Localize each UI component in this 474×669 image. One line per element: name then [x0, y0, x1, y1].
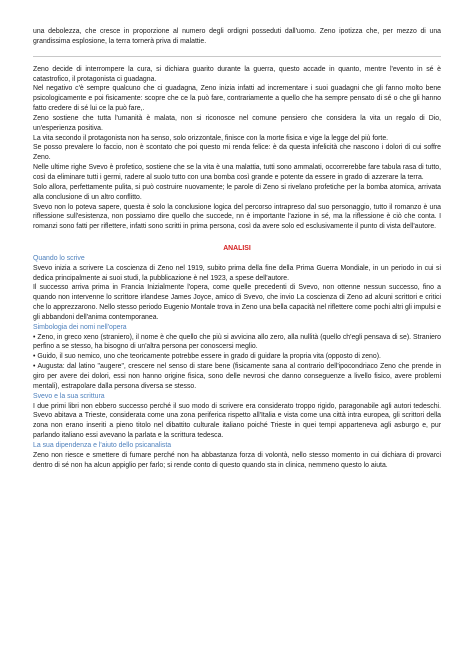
- analysis-title: ANALISI: [223, 245, 251, 253]
- section-paragraph: Zeno non riesce e smettere di fumare perché non ha abbastanza forza di volontà, nello stesso momento in cui dichiara di provarci dentro di sé non ha alcun appiglio per farlo; si rende conto di questo quando sta in clinica, nemmeno questo lo aiuta.: [33, 451, 441, 469]
- bullet-item: • Guido, il suo nemico, uno che teoricamente potrebbe essere in grado di guidare la propria vita (opposto di zeno).: [33, 353, 381, 361]
- body-paragraph: Svevo non lo poteva sapere, questa è solo la conclusione logica del percorso intrapreso dal suo personaggio, tutto il romanzo è una riflessione sull'esistenza, non possiamo dire quello che succede, nn è importante l'azione in sé, ma la riflessione è ciò che conta. I romanzi sono fatti per riflettere, infatti sono scritti in prima persona, così da avere solo ed esclusivamente il punto di vista dell'autore.: [33, 203, 441, 231]
- intro-paragraph: una debolezza, che cresce in proporzione al numero degli ordigni posseduti dall'uomo. Zeno ipotizza che, per mezzo di una grandissima esplosione, la terra tornerà priva di malattie.: [33, 28, 441, 45]
- body-paragraph: Se posso prevalere lo faccio, non è scontato che poi questo mi renda felice: è da questa infelicità che nascono i dolori di cui soffre Zeno.: [33, 144, 441, 162]
- section-heading: Svevo e la sua scrittura: [33, 392, 105, 400]
- section-heading: La sua dipendenza e l'aiuto dello psicanalista: [33, 441, 172, 449]
- section-paragraph: Il successo arriva prima in Francia Inizialmente l'opera, come quelle precedenti di Svevo, non ottenne nessun successo, fino a quando non intervenne lo scrittore irlandese James Joyce, amico di Svevo, che invio La coscienza di Zeno ad alcuni scrittori e critici che lo apprezzarono. Nello stesso periodo Eugenio Montale trova in Zeno una bella capacità nel riflettere come pochi altri gli impulsi e gli abbandoni dell'anima contemporanea.: [33, 284, 441, 321]
- section-svevo-writing: [33, 392, 441, 441]
- body-text: [33, 65, 441, 232]
- document-page: [33, 27, 441, 470]
- body-paragraph: Nel negativo c'è sempre qualcuno che ci guadagna, Zeno inizia infatti ad incrementare i suoi guadagni che gli fanno molto bene psicologicamente e poi fisicamente: scopre che ce la può fare, contrariamente a quello che ha sempre pensato di sé o che gli hanno fatto credere di sé lui ce la può fare,.: [33, 85, 441, 113]
- body-paragraph: Nelle ultime righe Svevo è profetico, sostiene che se la vita è una malattia, tutti sono ammalati, occorrerebbe fare tabula rasa di tutto, così da eliminare tutti i germi, radere al suolo tutto con una bomba così grande e potente da essere in grado di azzerare la terra.: [33, 164, 441, 181]
- section-dependence: [33, 441, 441, 471]
- section-name-symbolism: [33, 323, 441, 392]
- body-paragraph: Zeno sostiene che tutta l'umanità è malata, non si riconosce nel comune pensiero che considera la vita un regalo di Dio, un'esperienza positiva.: [33, 114, 441, 132]
- body-paragraph: Zeno decide di interrompere la cura, si dichiara guarito durante la guerra, questo accade in quanto, mentre l'evento in sé è catastrofico, il protagonista ci guadagna.: [33, 65, 441, 83]
- section-when-written: [33, 254, 441, 323]
- section-divider: [33, 56, 441, 57]
- section-heading: Simbologia dei nomi nell'opera: [33, 323, 127, 331]
- bullet-item: • Zeno, in greco xeno (straniero), il nome è che quello che più si avvicina allo zero, alla nullità (quello ch'egli pensava di se). Straniero perfino a se stesso, ha bisogno di un'altra persona per conoscersi meglio.: [33, 333, 441, 351]
- body-paragraph: La vita secondo il protagonista non ha senso, solo orizzontale, finisce con la morte fisica e vige la legge del più forte.: [33, 134, 389, 142]
- section-heading: Quando lo scrive: [33, 254, 85, 262]
- bullet-item: • Augusta: dal latino "augere", crescere nel senso di stare bene (fisicamente sana al contrario dell'ipocondriaco Zeno che prende in giro per avere dei dolori, essi non hanno origine fisica, sono delle nevrosi che danno conseguenze a livello fisico, avere problemi mentali), estrapolare dalla persona diversa se stesso.: [33, 363, 441, 390]
- body-paragraph: Solo allora, perfettamente pulita, si può costruire nuovamente; le parole di Zeno si rivelano profetiche per la bomba atomica, arrivata alla conclusione di un altro conflitto.: [33, 183, 441, 201]
- section-paragraph: I due primi libri non ebbero successo perché il suo modo di scrivere era considerato troppo rigido, paragonabile agli autori tedeschi. Svevo abitava a Trieste, considerata come una zona periferica rispetto all'Italia e vista come una città intra europea, gli scrittori della zona non erano inseriti a pieno titolo nel dibattito culturale italiano poiché Trieste in quei tempi apparteneva agli asburgo e, pur parlando italiano essi avevano la parlata e la scrittura tedesca.: [33, 402, 441, 440]
- section-paragraph: Svevo inizia a scrivere La coscienza di Zeno nel 1919, subito prima della fine della Prima Guerra Mondiale, in un periodo in cui si dedica principalmente ai suoi studi, la pubblicazione è nel 1923, a spese dell'autore.: [33, 264, 441, 282]
